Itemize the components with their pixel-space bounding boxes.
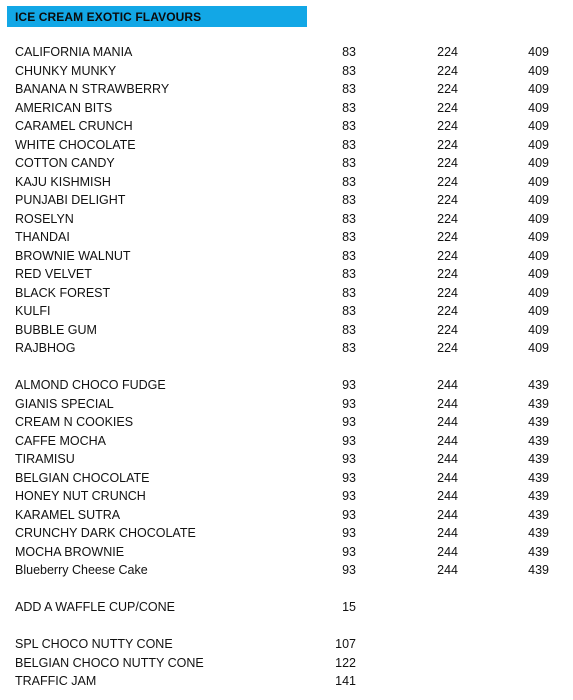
item-price: 93 <box>342 452 356 466</box>
item-price: 93 <box>342 544 356 559</box>
item-price: 93 <box>342 526 356 540</box>
item-price: 83 <box>342 82 356 96</box>
menu-item-row <box>0 321 573 340</box>
menu-item-row <box>0 136 573 155</box>
item-name: COTTON CANDY <box>15 156 115 170</box>
menu-item-row <box>0 543 573 562</box>
item-price: 83 <box>342 45 356 59</box>
item-name: RED VELVET <box>15 267 92 281</box>
item-price: 83 <box>342 267 356 281</box>
item-price: 83 <box>342 285 356 300</box>
item-price: 244 <box>437 433 458 448</box>
menu-item-row <box>0 191 573 210</box>
menu-item-row <box>0 228 573 247</box>
item-price: 409 <box>528 119 549 133</box>
item-price: 439 <box>528 470 549 485</box>
menu-item-row <box>0 173 573 192</box>
item-price: 224 <box>437 267 458 281</box>
item-name: MOCHA BROWNIE <box>15 544 125 559</box>
item-price: 244 <box>437 526 458 540</box>
item-price: 224 <box>437 211 458 226</box>
item-price: 409 <box>528 45 549 59</box>
item-name: KULFI <box>15 304 51 318</box>
item-price: 83 <box>342 137 356 152</box>
item-price: 439 <box>528 415 549 429</box>
item-price: 409 <box>528 304 549 318</box>
item-name: AMERICAN BITS <box>15 100 113 115</box>
item-name: CRUNCHY DARK CHOCOLATE <box>15 526 196 540</box>
item-price: 224 <box>437 285 458 300</box>
menu-item-row <box>0 302 573 321</box>
item-price: 107 <box>335 637 356 651</box>
item-name: BELGIAN CHOCO NUTTY CONE <box>15 655 204 670</box>
item-price: 439 <box>528 544 549 559</box>
menu-item-row <box>0 339 573 358</box>
item-name: CREAM N COOKIES <box>15 415 134 429</box>
item-price: 439 <box>528 378 549 392</box>
item-price: 83 <box>342 341 356 355</box>
item-price: 224 <box>437 100 458 115</box>
menu-item-row <box>0 598 573 617</box>
menu-price-list <box>0 43 573 691</box>
section-header-bar <box>7 6 307 27</box>
item-price: 93 <box>342 415 356 429</box>
menu-item-row <box>0 395 573 414</box>
item-price: 244 <box>437 563 458 577</box>
item-name: BLACK FOREST <box>15 285 111 300</box>
item-name: ADD A WAFFLE CUP/CONE <box>15 600 175 614</box>
item-price: 409 <box>528 100 549 115</box>
item-name: CARAMEL CRUNCH <box>15 119 133 133</box>
item-name: CALIFORNIA MANIA <box>15 45 133 59</box>
item-name: BELGIAN CHOCOLATE <box>15 470 150 485</box>
item-price: 224 <box>437 63 458 78</box>
item-name: RAJBHOG <box>15 341 76 355</box>
item-price: 83 <box>342 248 356 263</box>
menu-item-row <box>0 117 573 136</box>
item-price: 93 <box>342 433 356 448</box>
item-price: 244 <box>437 396 458 411</box>
group-spacer <box>0 358 573 377</box>
item-price: 93 <box>342 507 356 522</box>
item-name: ROSELYN <box>15 211 74 226</box>
menu-item-row <box>0 247 573 266</box>
item-price: 409 <box>528 341 549 355</box>
item-price: 439 <box>528 526 549 540</box>
item-name: KAJU KISHMISH <box>15 174 111 189</box>
item-price: 439 <box>528 563 549 577</box>
item-name: CAFFE MOCHA <box>15 433 106 448</box>
item-price: 409 <box>528 63 549 78</box>
item-price: 439 <box>528 507 549 522</box>
item-price: 439 <box>528 452 549 466</box>
menu-item-row <box>0 265 573 284</box>
item-name: PUNJABI DELIGHT <box>15 193 126 207</box>
item-name: HONEY NUT CRUNCH <box>15 489 146 503</box>
item-price: 224 <box>437 82 458 96</box>
item-price: 409 <box>528 193 549 207</box>
menu-item-row <box>0 62 573 81</box>
menu-item-row <box>0 80 573 99</box>
item-price: 409 <box>528 267 549 281</box>
item-price: 224 <box>437 137 458 152</box>
item-name: BROWNIE WALNUT <box>15 248 131 263</box>
item-price: 409 <box>528 230 549 244</box>
item-price: 83 <box>342 304 356 318</box>
menu-item-row <box>0 99 573 118</box>
item-price: 83 <box>342 322 356 337</box>
item-name: CHUNKY MUNKY <box>15 63 117 78</box>
item-name: TIRAMISU <box>15 452 75 466</box>
group-spacer <box>0 617 573 636</box>
item-price: 409 <box>528 137 549 152</box>
item-price: 409 <box>528 285 549 300</box>
item-price: 83 <box>342 230 356 244</box>
item-price: 409 <box>528 82 549 96</box>
item-price: 244 <box>437 470 458 485</box>
item-price: 244 <box>437 378 458 392</box>
item-price: 224 <box>437 174 458 189</box>
item-price: 409 <box>528 211 549 226</box>
menu-item-row <box>0 284 573 303</box>
item-price: 93 <box>342 489 356 503</box>
item-price: 439 <box>528 433 549 448</box>
item-price: 409 <box>528 156 549 170</box>
menu-item-row <box>0 376 573 395</box>
item-price: 244 <box>437 415 458 429</box>
menu-item-row <box>0 506 573 525</box>
group-spacer <box>0 580 573 599</box>
item-price: 244 <box>437 489 458 503</box>
item-price: 244 <box>437 452 458 466</box>
item-price: 224 <box>437 248 458 263</box>
item-price: 409 <box>528 174 549 189</box>
item-price: 439 <box>528 489 549 503</box>
menu-item-row <box>0 432 573 451</box>
menu-item-row <box>0 469 573 488</box>
item-price: 83 <box>342 100 356 115</box>
item-price: 83 <box>342 174 356 189</box>
item-price: 93 <box>342 378 356 392</box>
item-price: 224 <box>437 156 458 170</box>
item-name: TRAFFIC JAM <box>15 674 97 688</box>
item-price: 83 <box>342 156 356 170</box>
item-price: 83 <box>342 119 356 133</box>
item-price: 224 <box>437 341 458 355</box>
item-name: Blueberry Cheese Cake <box>15 563 148 577</box>
menu-item-row <box>0 635 573 654</box>
item-price: 93 <box>342 470 356 485</box>
item-name: KARAMEL SUTRA <box>15 507 121 522</box>
item-name: WHITE CHOCOLATE <box>15 137 136 152</box>
item-name: SPL CHOCO NUTTY CONE <box>15 637 173 651</box>
menu-item-row <box>0 654 573 673</box>
menu-item-row <box>0 154 573 173</box>
item-price: 122 <box>335 655 356 670</box>
item-name: BANANA N STRAWBERRY <box>15 82 170 96</box>
menu-item-row <box>0 413 573 432</box>
item-price: 93 <box>342 563 356 577</box>
menu-item-row <box>0 487 573 506</box>
item-price: 224 <box>437 45 458 59</box>
item-price: 224 <box>437 193 458 207</box>
item-price: 15 <box>342 600 356 614</box>
item-price: 141 <box>335 674 356 688</box>
item-price: 244 <box>437 507 458 522</box>
menu-item-row <box>0 43 573 62</box>
menu-item-row <box>0 561 573 580</box>
item-price: 224 <box>437 304 458 318</box>
item-price: 83 <box>342 193 356 207</box>
item-name: THANDAI <box>15 230 70 244</box>
item-price: 224 <box>437 322 458 337</box>
item-name: BUBBLE GUM <box>15 322 97 337</box>
item-price: 244 <box>437 544 458 559</box>
item-price: 83 <box>342 211 356 226</box>
item-price: 409 <box>528 322 549 337</box>
item-price: 83 <box>342 63 356 78</box>
item-name: GIANIS SPECIAL <box>15 396 114 411</box>
item-price: 409 <box>528 248 549 263</box>
item-price: 224 <box>437 230 458 244</box>
item-price: 439 <box>528 396 549 411</box>
menu-item-row <box>0 210 573 229</box>
section-title: ICE CREAM EXOTIC FLAVOURS <box>15 9 202 24</box>
menu-item-row <box>0 672 573 691</box>
item-name: ALMOND CHOCO FUDGE <box>15 378 166 392</box>
item-price: 224 <box>437 119 458 133</box>
menu-item-row <box>0 524 573 543</box>
item-price: 93 <box>342 396 356 411</box>
menu-item-row <box>0 450 573 469</box>
